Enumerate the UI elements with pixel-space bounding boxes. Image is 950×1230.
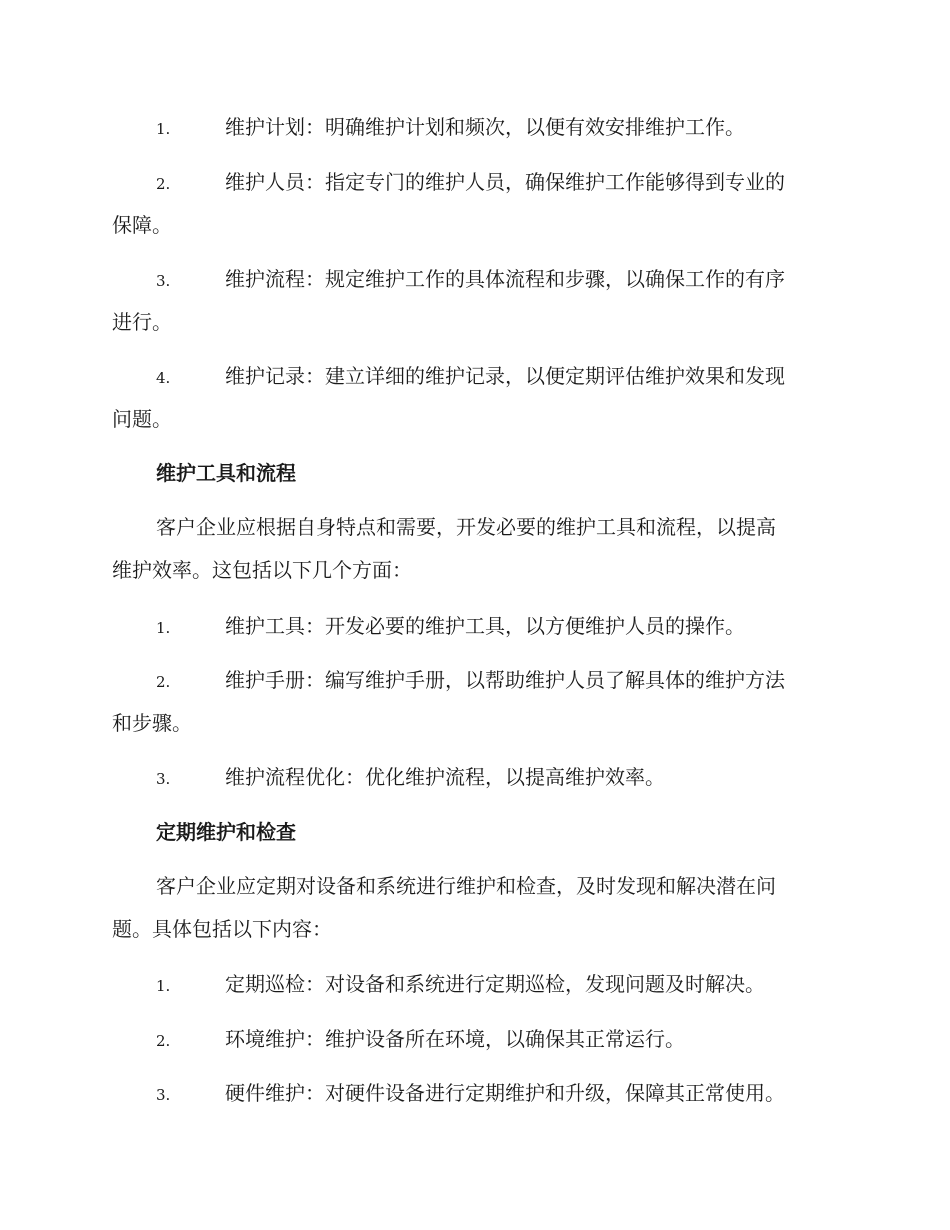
list-item — [112, 265, 834, 336]
section-heading: 维护工具和流程 — [156, 461, 296, 485]
list-item — [112, 763, 834, 791]
list-text: 硬件维护：对硬件设备进行定期维护和升级，保障其正常使用。 — [225, 1081, 785, 1105]
list-number: 3. — [156, 770, 171, 788]
list-text: 维护记录：建立详细的维护记录，以便定期评估维护效果和发现 — [225, 364, 785, 388]
list-text: 维护计划：明确维护计划和频次，以便有效安排维护工作。 — [225, 115, 745, 139]
paragraph-line: 维护效率。这包括以下几个方面： — [112, 558, 412, 582]
list-text: 维护手册：编写维护手册，以帮助维护人员了解具体的维护方法 — [225, 668, 785, 692]
list-text: 环境维护：维护设备所在环境，以确保其正常运行。 — [225, 1027, 685, 1051]
list-number: 3. — [156, 1086, 171, 1104]
paragraph-line: 客户企业应定期对设备和系统进行维护和检查，及时发现和解决潜在问 — [156, 874, 776, 898]
list-item — [112, 612, 834, 640]
list-item — [112, 666, 834, 737]
list-number: 1. — [156, 619, 171, 637]
list-item — [112, 1079, 834, 1107]
list-number: 1. — [156, 977, 171, 995]
list-text: 维护流程优化：优化维护流程，以提高维护效率。 — [225, 765, 665, 789]
list-text-continued: 进行。 — [112, 310, 172, 334]
list-text: 维护人员：指定专门的维护人员，确保维护工作能够得到专业的 — [225, 170, 785, 194]
list-text: 维护工具：开发必要的维护工具，以方便维护人员的操作。 — [225, 614, 745, 638]
paragraph-line: 题。具体包括以下内容： — [112, 917, 332, 941]
list-number: 2. — [156, 175, 171, 193]
section-heading: 定期维护和检查 — [156, 820, 296, 844]
list-item — [112, 168, 834, 239]
list-text-continued: 和步骤。 — [112, 711, 192, 735]
section-paragraph — [112, 506, 834, 592]
list-number: 4. — [156, 369, 171, 387]
list-text-continued: 问题。 — [112, 407, 172, 431]
list-number: 1. — [156, 120, 171, 138]
list-item — [112, 970, 834, 998]
paragraph-line: 客户企业应根据自身特点和需要，开发必要的维护工具和流程，以提高 — [156, 515, 776, 539]
list-number: 2. — [156, 1032, 171, 1050]
list-text: 定期巡检：对设备和系统进行定期巡检，发现问题及时解决。 — [225, 972, 765, 996]
section-paragraph — [112, 865, 834, 951]
list-text: 维护流程：规定维护工作的具体流程和步骤，以确保工作的有序 — [225, 267, 785, 291]
list-item — [112, 1025, 834, 1053]
list-number: 3. — [156, 272, 171, 290]
list-item — [112, 362, 834, 433]
list-item — [112, 113, 834, 141]
list-number: 2. — [156, 673, 171, 691]
list-text-continued: 保障。 — [112, 213, 172, 237]
